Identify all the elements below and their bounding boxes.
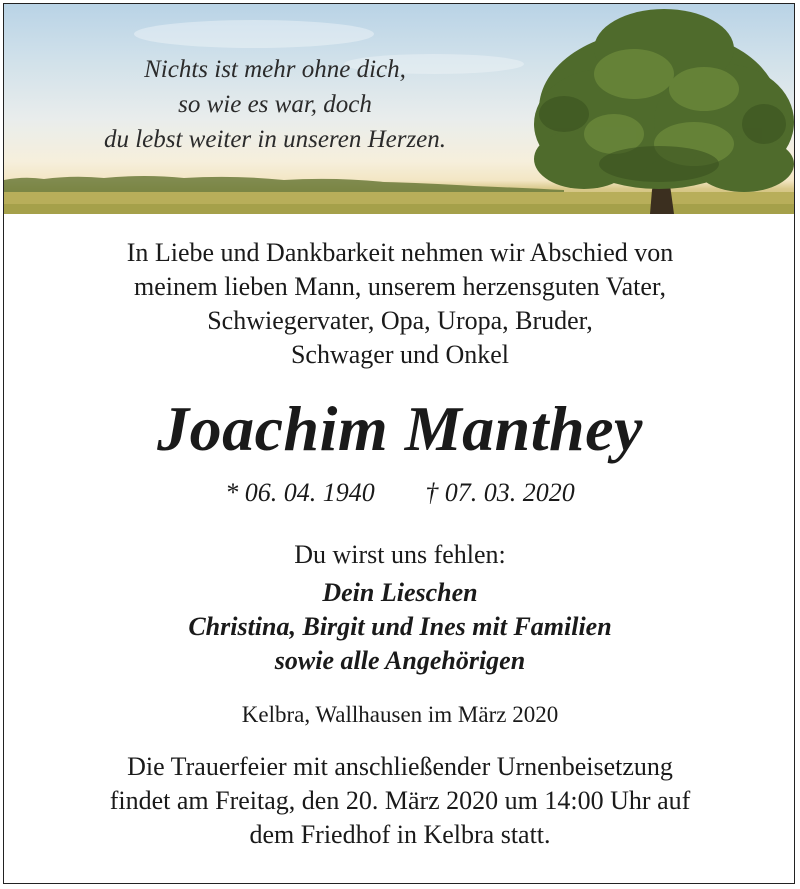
intro-line: In Liebe und Dankbarkeit nehmen wir Abschied von [126,238,674,267]
intro-line: Schwiegervater, Opa, Uropa, Bruder, [207,306,593,335]
funeral-notice [0,750,800,852]
birth-date: * 06. 04. 1940 [225,478,375,507]
intro-line: Schwager und Onkel [290,340,510,369]
life-dates [0,476,800,510]
funeral-line: dem Friedhof in Kelbra statt. [249,820,551,849]
intro-line: meinem lieben Mann, unserem herzensguten Vater, [133,272,667,301]
farewell-intro [0,236,800,372]
place-and-date: Kelbra, Wallhausen im März 2020 [241,702,559,727]
memorial-quote [40,52,510,157]
mourner-line: Dein Lieschen [322,578,478,607]
missed-text: Du wirst uns fehlen: [294,540,506,569]
quote-line: du lebst weiter in unseren Herzen. [103,126,447,153]
funeral-line: Die Trauerfeier mit anschließender Urnenbeisetzung [127,752,673,781]
quote-line: so wie es war, doch [178,91,372,118]
deceased-name: Joachim Manthey [157,393,643,464]
death-date: † 07. 03. 2020 [425,478,575,507]
mourners-list [0,576,800,678]
quote-line: Nichts ist mehr ohne dich, [144,56,406,83]
mourner-line: Christina, Birgit und Ines mit Familien [188,612,612,641]
mourner-line: sowie alle Angehörigen [274,646,526,675]
funeral-line: findet am Freitag, den 20. März 2020 um 14:00 Uhr auf [109,786,691,815]
